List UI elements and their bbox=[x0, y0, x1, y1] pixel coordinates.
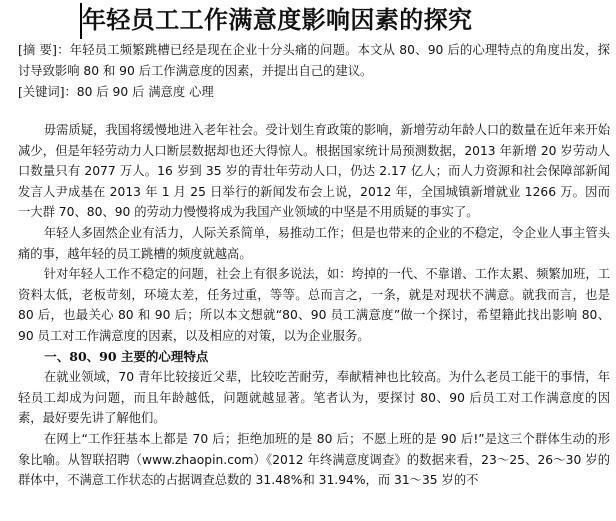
paragraph: 年轻人多固然企业有活力，人际关系简单，易推动工作；但是也带来的企业的不稳定，令企业人事主管头痛的事，越年轻的员工跳槽的频度就越高。 bbox=[18, 225, 610, 261]
paragraph: 毋需质疑，我国将缓慢地进入老年社会。受计划生育政策的影响，新增劳动年龄人口的数量在近年来开始减少，但是年轻劳动力人口断层数据却也还大得惊人。根据国家统计局预测数据，2013 年新增 20 岁劳动人口数量只有 2077 万人。16 岁到 35 岁的青壮年劳动人口，仍达 2.17 亿人；而人力资源和社会保障部新闻发言人尹成基在 2013 年 1 月 25 日举行的新闻发布会上说，2012 年，全国城镇新增就业 1266 万。因而一大群 70、80、90 的劳动力慢慢将成为我国产业领域的中坚是不用质疑的事实了。 bbox=[18, 123, 610, 220]
paragraph: 在网上“工作狂基本上都是 70 后；拒绝加班的是 80 后；不愿上班的是 90 后!”是这三个群体生动的形象比喻。从智联招聘（www.zhaopin.com）《2012 年终满意度调查》的数据来看，23～25、26～30 岁的群体中，不满意工作状态的占据调查总数的 31.48%和 31.94%，而 31～35 岁的不 bbox=[18, 431, 610, 488]
keywords bbox=[18, 82, 610, 103]
document-title: 年轻员工工作满意度影响因素的探究 bbox=[82, 5, 473, 34]
paragraph: 针对年轻人工作不稳定的问题，社会上有很多说法，如：垮掉的一代、不靠谱、工作太累、频繁加班，工资料太低，老板苛刻，环境太差，任务过重，等等。总而言之，一条，就是对现状不满意。就我而言，也是 80 后，也最关心 80 和 90 后；所以本文想就“80、90 员工满意度”做一个探讨，希望籍此找出影响 80、90 员工对工作满意度的因素，以及相应的对策，以为企业服务。 bbox=[18, 267, 610, 343]
keywords-tag: [关键词] bbox=[18, 85, 65, 99]
abstract-text: ：年轻员工频繁跳槽已经是现在企业十分头痛的问题。本文从 80、90 后的心理特点的角度出发，探讨导致影响 80 和 90 后工作满意度的因素，并提出自己的建议。 bbox=[18, 43, 610, 78]
abstract-tag: [摘 要] bbox=[18, 43, 57, 57]
section-heading: 一、80、90 主要的心理特点 bbox=[44, 348, 209, 364]
abstract bbox=[18, 40, 610, 81]
document-body bbox=[18, 120, 610, 491]
paragraph: 在就业领域，70 青年比较接近父辈，比较吃苦耐劳，奉献精神也比较高。为什么老员工能干的事情，年轻员工却成为问题，而且年龄越低，问题就越显著。笔者认为，要探讨 80、90 后员工对工作满意度的因素，最好要先讲了解他们。 bbox=[18, 370, 610, 426]
keywords-text: ：80 后 90 后 满意度 心理 bbox=[64, 85, 214, 99]
